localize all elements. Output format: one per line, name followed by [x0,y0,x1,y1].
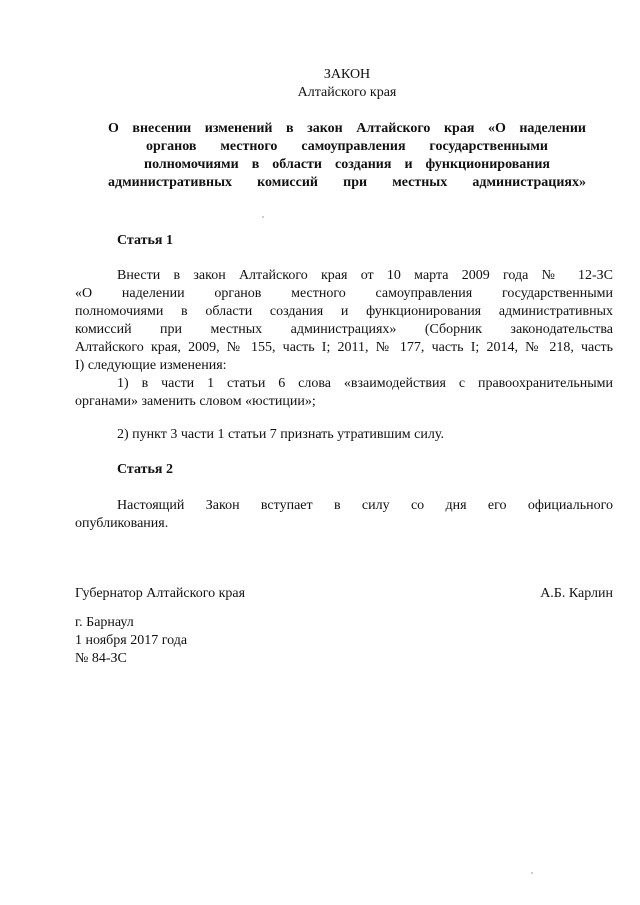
paragraph-line: «О наделении органов местного самоуправления государственными [75,286,613,301]
article-1-heading: Статья 1 [117,233,173,248]
signatory-name: А.Б. Карлин [540,586,613,601]
paragraph-line: полномочиями в области создания и функционирования административных [75,304,613,319]
paragraph-line: I) следующие изменения: [75,358,227,373]
title-line: органов местного самоуправления государственными [146,139,548,154]
title-line: О внесении изменений в закон Алтайского края «О наделении [108,121,586,136]
title-line: полномочиями в области создания и функционирования [144,157,550,172]
paragraph-line: Внести в закон Алтайского края от 10 марта 2009 года № 12-ЗС [117,268,613,283]
document-city: г. Барнаул [75,615,134,630]
paragraph-line: опубликования. [75,516,169,531]
article-2-body [75,497,613,533]
list-item-line: 1) в части 1 статьи 6 слова «взаимодействия с правоохранительными [117,376,613,391]
paragraph-line: комиссий при местных администрациях» (Сборник законодательства [75,322,613,337]
document-title [108,120,586,192]
signatory-position: Губернатор Алтайского края [75,586,246,601]
scan-speck [262,216,264,218]
article-1-body [75,267,613,411]
document-date: 1 ноября 2017 года [75,633,188,648]
article-2-heading: Статья 2 [117,462,173,477]
article-1-item-2: 2) пункт 3 части 1 статьи 7 признать утратившим силу. [117,427,444,442]
document-region: Алтайского края [297,85,397,100]
scan-speck [531,872,533,874]
title-line: административных комиссий при местных администрациях» [108,175,586,190]
paragraph-line: Настоящий Закон вступает в силу со дня его официального [117,498,613,513]
document-number: № 84-ЗС [75,651,127,666]
paragraph-line: Алтайского края, 2009, № 155, часть I; 2011, № 177, часть I; 2014, № 218, часть [75,340,613,355]
list-item-line: органами» заменить словом «юстиции»; [75,394,316,409]
document-type: ЗАКОН [323,67,371,82]
